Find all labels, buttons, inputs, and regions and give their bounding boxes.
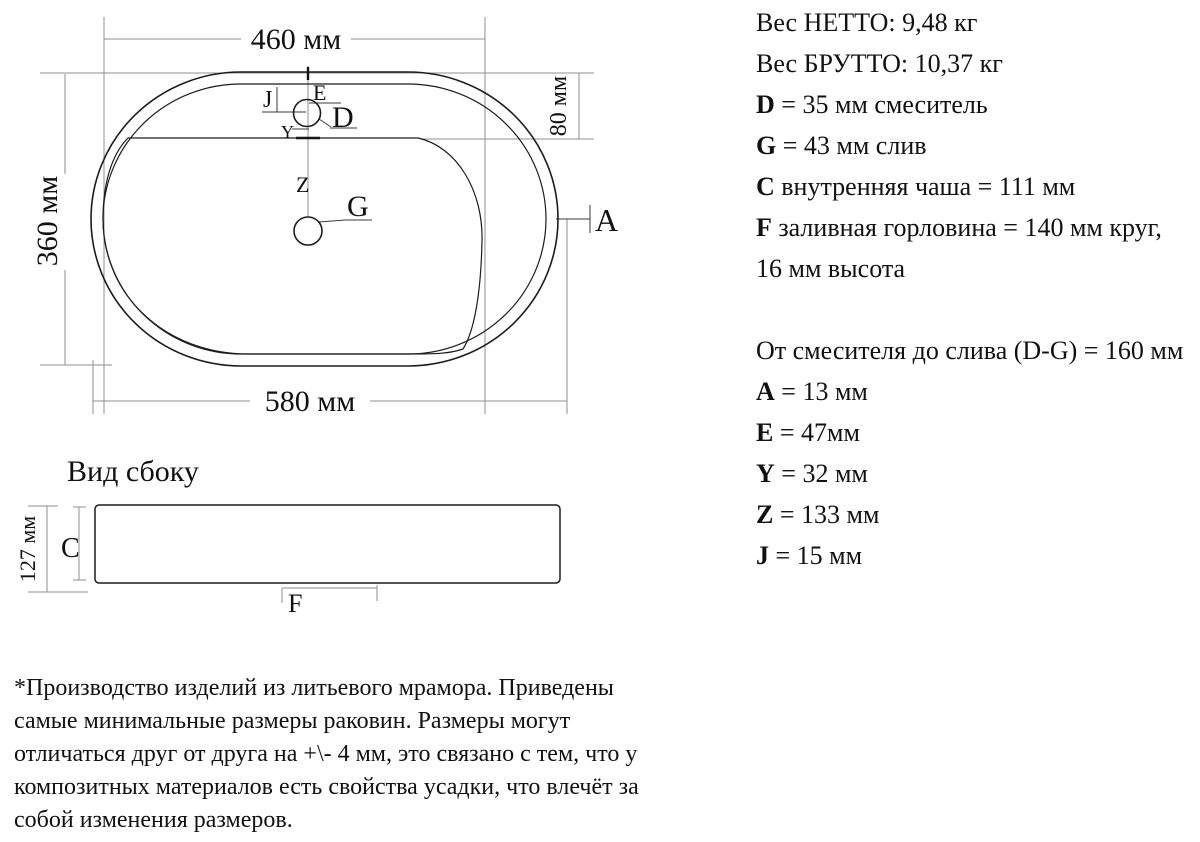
dim-360-label: 360 мм (31, 175, 64, 267)
spec-line-f (756, 207, 1196, 248)
note-line: композитных материалов есть свойства усадки, что влечёт за (14, 774, 639, 800)
spec-term: G (756, 131, 777, 160)
label-j: J (263, 87, 273, 113)
label-g-leader (319, 220, 345, 222)
spec-term: C (756, 172, 775, 201)
dim-80-label: 80 мм (546, 75, 572, 137)
side-profile (95, 505, 560, 583)
spec-text: = 15 мм (769, 541, 863, 570)
spec-text: = 32 мм (774, 459, 868, 488)
spec-text: = 43 мм слив (776, 131, 927, 160)
spec-text: внутренняя чаша = 111 мм (774, 172, 1076, 201)
spec-text: = 13 мм (774, 377, 868, 406)
label-d-leader (319, 119, 331, 127)
spec-text: От смесителя до слива (D-G) = 160 мм (756, 336, 1184, 365)
spec-text: = 47мм (773, 418, 860, 447)
spec-line-gross-weight (756, 43, 1196, 84)
note-line: самые минимальные размеры раковин. Размеры могут (14, 708, 571, 734)
label-g: G (347, 190, 369, 223)
spec-line-net-weight (756, 2, 1196, 43)
spec-text: Вес БРУТТО: 10,37 кг (756, 49, 1003, 78)
inner-rim (103, 84, 546, 354)
spec-term: Y (756, 459, 775, 488)
spec-line-z (756, 494, 1196, 535)
note-line: собой изменения размеров. (14, 807, 293, 833)
label-y: Y (281, 122, 294, 142)
spec-line-g (756, 125, 1196, 166)
spec-term: Z (756, 500, 774, 529)
dim-580-label: 580 мм (264, 385, 356, 418)
spec-text: заливная горловина = 140 мм круг, (771, 213, 1162, 242)
spec-line-a (756, 371, 1196, 412)
spec-line-j (756, 535, 1196, 576)
spec-line-dg-distance (756, 330, 1196, 371)
spec-term: F (756, 213, 772, 242)
spec-text: Вес НЕТТО: 9,48 кг (756, 8, 978, 37)
outer-rim (91, 72, 558, 366)
spec-line-y (756, 453, 1196, 494)
label-d: D (332, 101, 354, 134)
spec-text: = 133 мм (773, 500, 880, 529)
side-view-title: Вид сбоку (67, 455, 199, 488)
label-e: E (313, 80, 327, 105)
dim-127-label: 127 мм (15, 515, 40, 583)
inner-bowl-outline (103, 138, 482, 354)
spec-line-c (756, 166, 1196, 207)
spec-list (756, 2, 1196, 576)
drain-hole (294, 217, 322, 245)
spec-text: = 35 мм смеситель (774, 90, 988, 119)
spec-line-f-height (756, 248, 1196, 289)
label-z: Z (296, 172, 310, 197)
spec-term: D (756, 90, 775, 119)
spec-text: 16 мм высота (756, 254, 906, 283)
spec-line-e (756, 412, 1196, 453)
spec-term: E (756, 418, 774, 447)
note-line: отличаться друг от друга на +\- 4 мм, это связано с тем, что у (14, 741, 638, 767)
label-a: A (595, 202, 619, 238)
spec-term: A (756, 377, 775, 406)
dim-460-label: 460 мм (250, 23, 342, 56)
sink-top-view (91, 72, 558, 366)
label-c: C (61, 533, 80, 564)
note-line: *Производство изделий из литьевого мрамора. Приведены (14, 675, 614, 701)
spec-term: J (756, 541, 769, 570)
production-note (14, 672, 734, 837)
technical-drawing (0, 0, 740, 660)
spec-line-d (756, 84, 1196, 125)
callout-lines (262, 87, 590, 233)
label-f: F (288, 589, 303, 618)
